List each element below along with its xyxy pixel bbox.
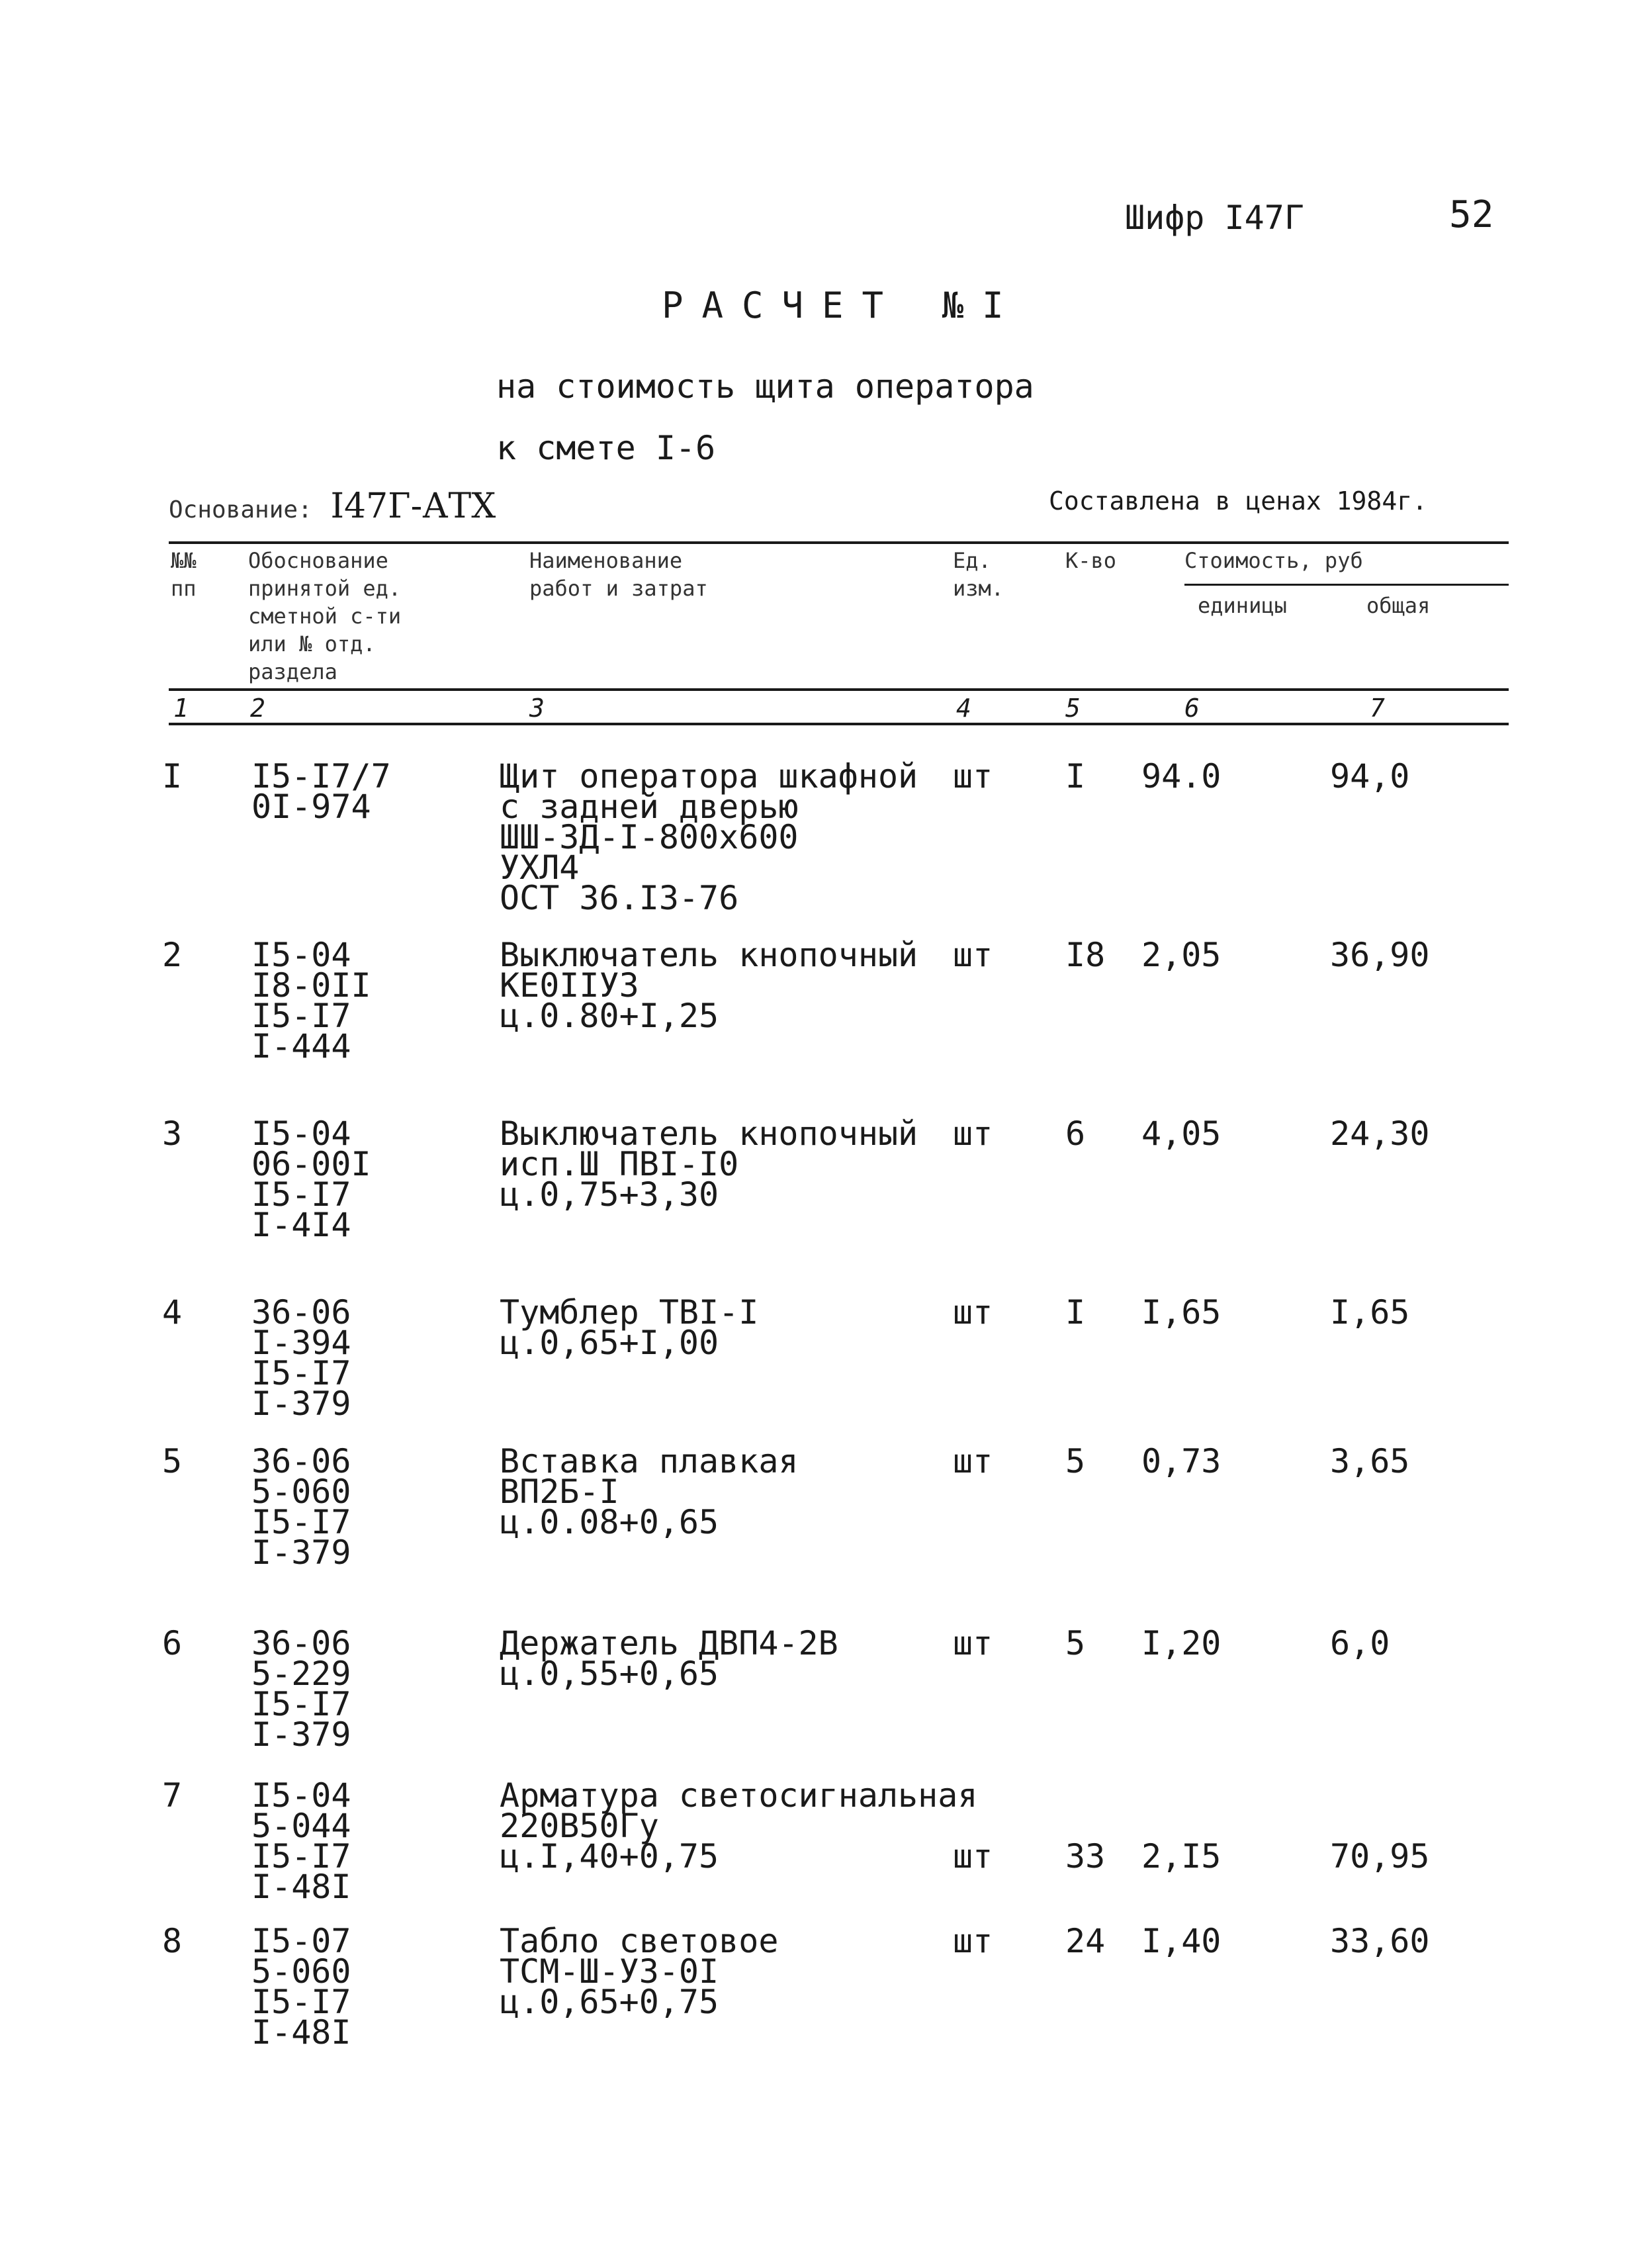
cipher-label: Шифр I47Г [1125, 199, 1304, 237]
row-unit: шт [953, 757, 993, 795]
row-unit-price: 94.0 [1141, 757, 1221, 795]
col-header-cost: Стоимость, руб [1184, 548, 1363, 573]
col-number-3: 3 [529, 694, 545, 723]
row-unit-price: 2,I5 [1141, 1837, 1221, 1876]
col-number-4: 4 [956, 694, 971, 723]
col-header-name: Наименование работ и затрат [529, 548, 708, 601]
row-number: 8 [162, 1922, 183, 1960]
row-basis: I5-I7/7 0I-974 [251, 757, 391, 826]
document-title: РАСЧЕТ №I [662, 285, 1022, 326]
row-number: 4 [162, 1293, 183, 1332]
row-unit: шт [953, 1624, 993, 1662]
row-unit-price: I,40 [1141, 1922, 1221, 1960]
row-unit: шт [953, 936, 993, 974]
row-total: 70,95 [1330, 1837, 1430, 1876]
row-basis: 36-06 5-060 I5-I7 I-379 [251, 1442, 351, 1572]
row-number: I [162, 757, 183, 795]
row-name: Тумблер ТВI-I ц.0,65+I,00 [500, 1293, 759, 1362]
row-number: 6 [162, 1624, 183, 1662]
row-unit: шт [953, 1114, 993, 1153]
row-name: Выключатель кнопочный КЕ0IIУ3 ц.0.80+I,25 [500, 936, 918, 1035]
row-basis: I5-04 06-00I I5-I7 I-4I4 [251, 1114, 371, 1244]
col-header-unit-price: единицы [1198, 593, 1287, 618]
basis-label: Основание: [169, 496, 312, 523]
estimate-reference: к смете I-6 [496, 429, 716, 467]
row-total: 94,0 [1330, 757, 1410, 795]
row-unit-price: 0,73 [1141, 1442, 1221, 1480]
row-name: Держатель ДВП4-2В ц.0,55+0,65 [500, 1624, 838, 1693]
row-unit: шт [953, 1837, 993, 1876]
row-name: Вставка плавкая ВП2Б-I ц.0.08+0,65 [500, 1442, 799, 1541]
row-number: 7 [162, 1776, 183, 1815]
basis [169, 486, 496, 526]
row-quantity: 5 [1065, 1442, 1086, 1480]
col-header-basis: Обоснование принятой ед. сметной с-ти или № отд. раздела [248, 548, 402, 684]
row-total: 36,90 [1330, 936, 1430, 974]
row-quantity: 33 [1065, 1837, 1106, 1876]
row-name: Щит оператора шкафной с задней дверью ШШ-ЗД-I-800х600 УХЛ4 ОСТ 36.I3-76 [500, 757, 918, 917]
row-quantity: I [1065, 1293, 1086, 1332]
col-header-unit: Ед. изм. [953, 548, 1004, 601]
row-basis: 36-06 5-229 I5-I7 I-379 [251, 1624, 351, 1754]
row-basis: I5-07 5-060 I5-I7 I-48I [251, 1922, 351, 2052]
cost-subheader-rule [1184, 584, 1509, 586]
header-bottom-rule [169, 688, 1509, 691]
row-name: Выключатель кнопочный исп.Ш ПВI-I0 ц.0,75+3,30 [500, 1114, 918, 1214]
col-number-5: 5 [1065, 694, 1081, 723]
row-quantity: 24 [1065, 1922, 1106, 1960]
row-unit-price: I,65 [1141, 1293, 1221, 1332]
col-header-total: общая [1366, 593, 1431, 618]
basis-value: I47Г-АТХ [330, 486, 496, 526]
col-header-qty: К-во [1065, 548, 1117, 573]
row-unit-price: 4,05 [1141, 1114, 1221, 1153]
row-name: Табло световое ТСМ-Ш-УЗ-0I ц.0,65+0,75 [500, 1922, 779, 2021]
row-number: 3 [162, 1114, 183, 1153]
row-unit-price: 2,05 [1141, 936, 1221, 974]
row-quantity: I [1065, 757, 1086, 795]
row-unit-price: I,20 [1141, 1624, 1221, 1662]
row-total: 3,65 [1330, 1442, 1410, 1480]
col-number-6: 6 [1184, 694, 1200, 723]
row-total: 24,30 [1330, 1114, 1430, 1153]
row-unit: шт [953, 1442, 993, 1480]
row-quantity: 6 [1065, 1114, 1086, 1153]
row-number: 2 [162, 936, 183, 974]
row-quantity: 5 [1065, 1624, 1086, 1662]
row-quantity: I8 [1065, 936, 1106, 974]
table-top-rule [169, 541, 1509, 544]
prices-year: Составлена в ценах 1984г. [1049, 486, 1427, 516]
row-basis: 36-06 I-394 I5-I7 I-379 [251, 1293, 351, 1423]
row-basis: I5-04 5-044 I5-I7 I-48I [251, 1776, 351, 1906]
page-number: 52 [1449, 193, 1494, 236]
row-number: 5 [162, 1442, 183, 1480]
row-name: Арматура светосигнальная 220В50Гу ц.I,40+0,75 [500, 1776, 978, 1876]
row-unit: шт [953, 1922, 993, 1960]
col-number-7: 7 [1370, 694, 1385, 723]
row-basis: I5-04 I8-0II I5-I7 I-444 [251, 936, 371, 1066]
col-number-2: 2 [250, 694, 265, 723]
row-total: 33,60 [1330, 1922, 1430, 1960]
col-header-no: №№ пп [171, 548, 197, 601]
col-number-1: 1 [173, 694, 189, 723]
document-subtitle: на стоимость щита оператора [496, 367, 1034, 406]
column-numbers-rule [169, 723, 1509, 725]
row-unit: шт [953, 1293, 993, 1332]
row-total: I,65 [1330, 1293, 1410, 1332]
row-total: 6,0 [1330, 1624, 1390, 1662]
